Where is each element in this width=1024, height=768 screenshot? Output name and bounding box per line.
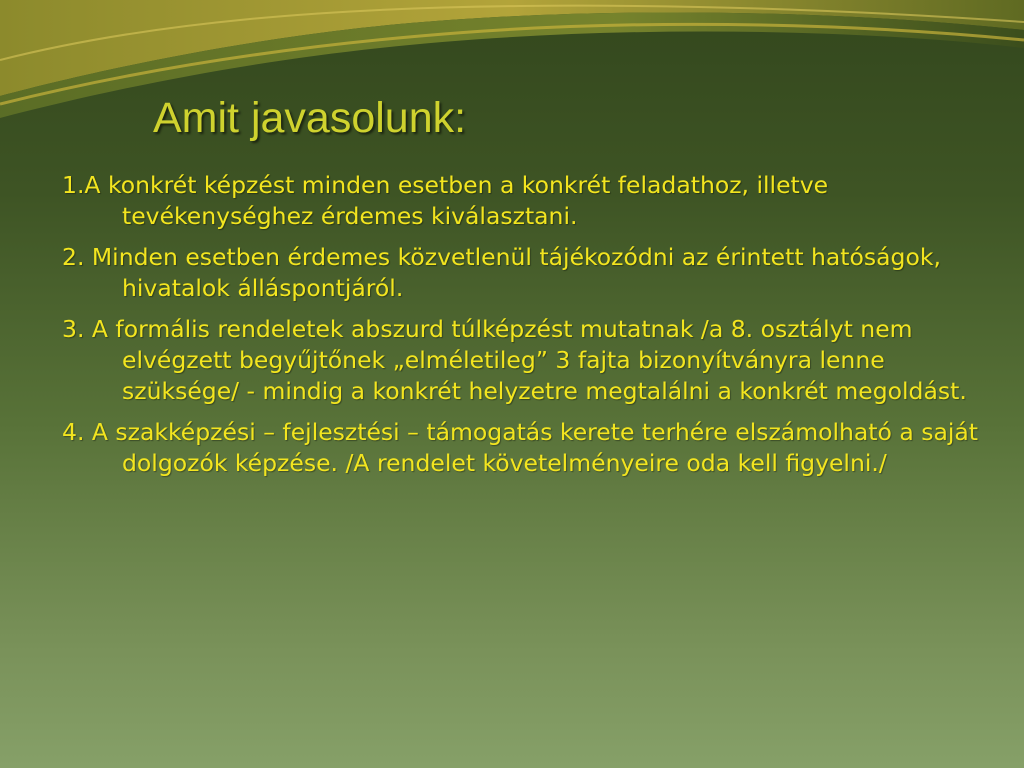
slide-body-list [62, 170, 992, 489]
list-item: 4. A szakképzési – fejlesztési – támogatás kerete terhére elszámolható a saját dolgozók képzése. /A rendelet követelményeire oda kell figyelni./ [62, 418, 979, 477]
list-item: 2. Minden esetben érdemes közvetlenül tájékozódni az érintett hatóságok, hivatalok álláspontjáról. [62, 243, 941, 302]
slide-title: Amit javasolunk: [153, 94, 467, 142]
list-item: 1.A konkrét képzést minden esetben a konkrét feladathoz, illetve tevékenységhez érdemes kiválasztani. [62, 171, 829, 230]
list-item: 3. A formális rendeletek abszurd túlképzést mutatnak /a 8. osztályt nem elvégzett begyűjtőnek „elméletileg” 3 fajta bizonyítványra lenne szüksége/ - mindig a konkrét helyzetre megtalálni a konkrét megoldást. [62, 315, 967, 405]
